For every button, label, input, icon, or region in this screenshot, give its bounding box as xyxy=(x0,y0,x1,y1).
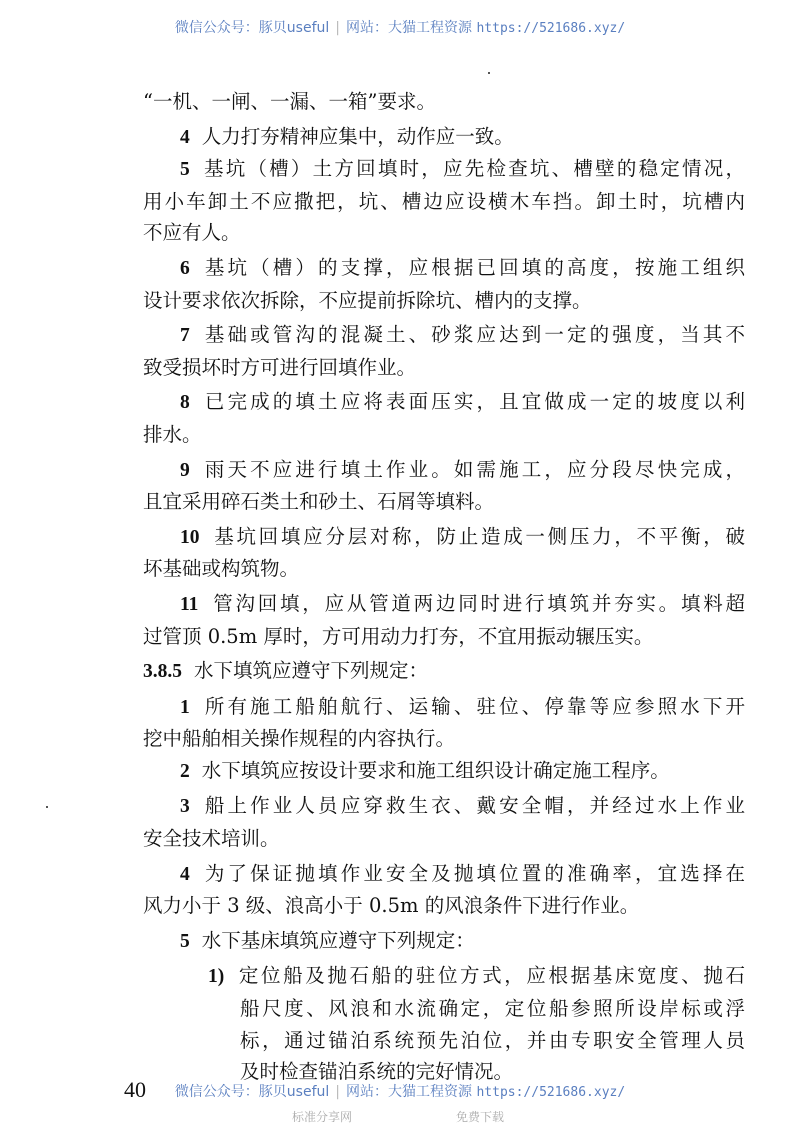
line-text: 基坑（槽）土方回填时，应先检查坑、槽壁的稳定情况， xyxy=(201,157,745,181)
paragraph-number: 5 xyxy=(180,159,190,181)
line-text: 且宜采用碎石类土和砂土、石屑等填料。 xyxy=(143,490,495,514)
line-text: 船上作业人员应穿救生衣、戴安全帽，并经过水上作业 xyxy=(201,794,745,818)
line-text: 水下填筑应遵守下列规定： xyxy=(194,659,429,683)
line-text: 雨天不应进行填土作业。如需施工，应分段尽快完成， xyxy=(201,457,745,481)
watermark-separator: | xyxy=(335,20,341,36)
paragraph xyxy=(143,121,745,154)
line-text: 基坑（槽）的支撑，应根据已回填的高度，按施工组织 xyxy=(201,255,745,279)
watermark-prefix: 微信公众号：豚贝useful xyxy=(174,1084,330,1100)
watermark-header xyxy=(0,17,800,37)
line-text: “一机、一闸、一漏、一箱”要求。 xyxy=(143,90,436,113)
paragraph xyxy=(143,755,745,788)
paragraph xyxy=(143,925,745,958)
footer-right: 免费下载 xyxy=(456,1110,505,1124)
text-line xyxy=(143,121,745,154)
watermark-footer xyxy=(0,1081,800,1101)
text-line xyxy=(143,386,745,419)
paragraph xyxy=(143,153,745,249)
paragraph xyxy=(143,86,745,118)
paragraph-number: 9 xyxy=(180,459,190,481)
line-text: 定位船及抛石船的驻位方式，应根据基床宽度、抛石 xyxy=(236,964,745,988)
sub-item-number: 1) xyxy=(208,966,225,988)
paragraph-number: 4 xyxy=(180,863,190,885)
line-text: 及时检查锚泊系统的完好情况。 xyxy=(240,1060,514,1084)
line-text: 过管顶 0.5m 厚时，方可用动力打夯，不宜用振动辗压实。 xyxy=(143,624,654,648)
paragraph xyxy=(143,521,745,585)
line-text: 基础或管沟的混凝土、砂浆应达到一定的强度，当其不 xyxy=(201,323,745,347)
text-line xyxy=(143,454,745,487)
text-line xyxy=(143,621,745,653)
footer-left: 标准分享网 xyxy=(292,1110,353,1124)
line-text: 为了保证抛填作业安全及抛填位置的准确率，宜选择在 xyxy=(201,861,745,885)
paragraph-number: 10 xyxy=(180,526,200,548)
scan-speck xyxy=(46,806,48,808)
text-line xyxy=(143,960,745,993)
text-line xyxy=(143,588,745,621)
text-line xyxy=(143,419,745,451)
paragraph xyxy=(143,319,745,383)
paragraph-number: 5 xyxy=(180,930,190,952)
text-line xyxy=(143,993,745,1025)
paragraph xyxy=(143,790,745,854)
line-text: 安全技术培训。 xyxy=(143,827,280,851)
sub-item xyxy=(143,960,745,1087)
watermark-separator: | xyxy=(335,1084,341,1100)
line-text: 基坑回填应分层对称，防止造成一侧压力，不平衡，破 xyxy=(211,524,745,548)
paragraph-number: 11 xyxy=(180,593,199,615)
paragraph xyxy=(143,252,745,316)
line-text: 水下基床填筑应遵守下列规定： xyxy=(201,928,475,952)
paragraph-number: 3.8.5 xyxy=(143,661,182,683)
paragraph-number: 1 xyxy=(180,696,190,718)
paragraph xyxy=(143,691,745,755)
text-line xyxy=(143,285,745,317)
text-line xyxy=(143,319,745,352)
watermark-site: 网站：大猫工程资源 xyxy=(346,1084,473,1100)
text-line xyxy=(143,858,745,891)
text-line xyxy=(143,352,745,384)
text-line xyxy=(143,86,745,118)
line-text: 挖中船舶相关操作规程的内容执行。 xyxy=(143,727,456,751)
paragraph-number: 2 xyxy=(180,760,190,782)
paragraph-number: 6 xyxy=(180,257,190,279)
line-text: 所有施工船舶航行、运输、驻位、停靠等应参照水下开 xyxy=(201,694,745,718)
line-text: 人力打夯精神应集中，动作应一致。 xyxy=(201,124,514,148)
paragraph xyxy=(143,655,745,688)
line-text: 水下填筑应按设计要求和施工组织设计确定施工程序。 xyxy=(201,758,670,782)
line-text: 排水。 xyxy=(143,422,202,446)
page-number: 40 xyxy=(124,1077,146,1102)
text-line xyxy=(143,925,745,958)
paragraph-number: 7 xyxy=(180,325,190,347)
document-body xyxy=(143,86,745,1088)
watermark-site: 网站：大猫工程资源 xyxy=(346,20,473,36)
line-text: 已完成的填土应将表面压实，且宜做成一定的坡度以利 xyxy=(201,390,745,414)
text-line xyxy=(143,153,745,186)
line-text: 标，通过锚泊系统预先泊位，并由专职安全管理人员 xyxy=(240,1028,745,1052)
text-line xyxy=(143,553,745,585)
line-text: 用小车卸土不应撒把，坑、槽边应设横木车挡。卸土时，坑槽内 xyxy=(143,189,745,213)
text-line xyxy=(143,217,745,249)
paragraph-number: 4 xyxy=(180,126,190,148)
scan-speck xyxy=(488,72,490,74)
text-line xyxy=(143,790,745,823)
paragraph xyxy=(143,386,745,450)
text-line xyxy=(143,823,745,855)
text-line xyxy=(143,723,745,755)
watermark-url[interactable]: https://521686.xyz/ xyxy=(476,21,626,36)
line-text: 船尺度、风浪和水流确定，定位船参照所设岸标或浮 xyxy=(240,997,745,1021)
text-line xyxy=(143,486,745,518)
line-text: 致受损坏时方可进行回填作业。 xyxy=(143,355,417,379)
paragraph-number: 3 xyxy=(180,796,190,818)
line-text: 风力小于 3 级、浪高小于 0.5m 的风浪条件下进行作业。 xyxy=(143,894,640,918)
paragraph xyxy=(143,858,745,922)
text-line xyxy=(143,1025,745,1057)
line-text: 不应有人。 xyxy=(143,221,241,245)
text-line xyxy=(143,755,745,788)
line-text: 坏基础或构筑物。 xyxy=(143,557,300,581)
watermark-prefix: 微信公众号：豚贝useful xyxy=(174,20,330,36)
text-line xyxy=(143,691,745,724)
paragraph xyxy=(143,588,745,652)
text-line xyxy=(143,186,745,218)
text-line xyxy=(143,890,745,922)
paragraph-number: 8 xyxy=(180,392,190,414)
text-line xyxy=(143,655,745,688)
line-text: 设计要求依次拆除，不应提前拆除坑、槽内的支撑。 xyxy=(143,288,592,312)
text-line xyxy=(143,521,745,554)
paragraph xyxy=(143,454,745,518)
watermark-url[interactable]: https://521686.xyz/ xyxy=(476,1085,626,1100)
text-line xyxy=(143,252,745,285)
line-text: 管沟回填，应从管道两边同时进行填筑并夯实。填料超 xyxy=(210,591,745,615)
